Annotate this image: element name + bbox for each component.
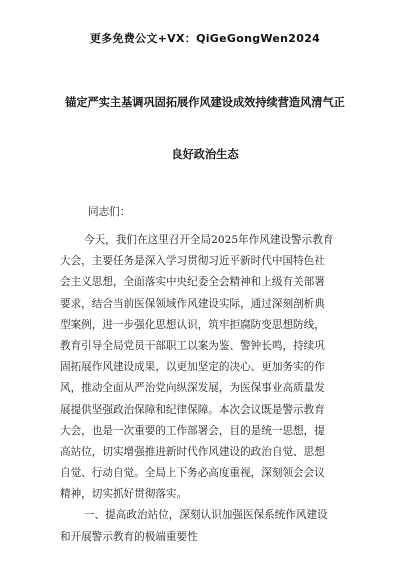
body-line: 大会，也是一次重要的工作部署会，目的是统一思想，提 [60,424,325,437]
body-line: 型案例，进一步强化思想认识，筑牢拒腐防变思想防线， [60,318,325,331]
document-title-line-1: 锚定严实主基调巩固拓展作风建设成效持续营造风清气正 [65,96,345,109]
body-line: 要求，结合当前医保领域作风建设实际，通过深刻剖析典 [60,297,325,310]
document-title-line-2: 良好政治生态 [171,148,239,161]
body-line: 教育引导全局党员干部职工以案为鉴、警钟长鸣，持续巩 [60,339,325,352]
body-line: 高站位，切实增强推进新时代作风建设的政治自觉、思想 [60,445,325,458]
body-line: 会主义思想，全面落实中央纪委全会精神和上级有关部署 [60,276,325,289]
salutation: 同志们： [88,206,131,218]
body-line: 风，推动全面从严治党向纵深发展，为医保事业高质量发 [60,382,325,395]
body-text [60,230,360,548]
section-heading-line: 和开展警示教育的极端重要性 [60,530,198,543]
section-heading-line: 一、提高政治站位，深刻认识加强医保系统作风建设 [84,509,328,522]
body-line: 今天，我们在这里召开全局2025年作风建设警示教育 [84,234,334,246]
body-line: 精神，切实抓好贯彻落实。 [60,488,188,501]
body-line: 大会，主要任务是深入学习贯彻习近平新时代中国特色社 [60,255,325,268]
body-line: 展提供坚强政治保障和纪律保障。本次会议既是警示教育 [60,403,325,416]
body-line: 固拓展作风建设成果，以更加坚定的决心、更加务实的作 [60,361,325,374]
body-line: 自觉、行动自觉。全局上下务必高度重视，深刻领会会议 [60,467,325,480]
promo-header: 更多免费公文+VX：QiGeGongWen2024 [89,32,321,45]
